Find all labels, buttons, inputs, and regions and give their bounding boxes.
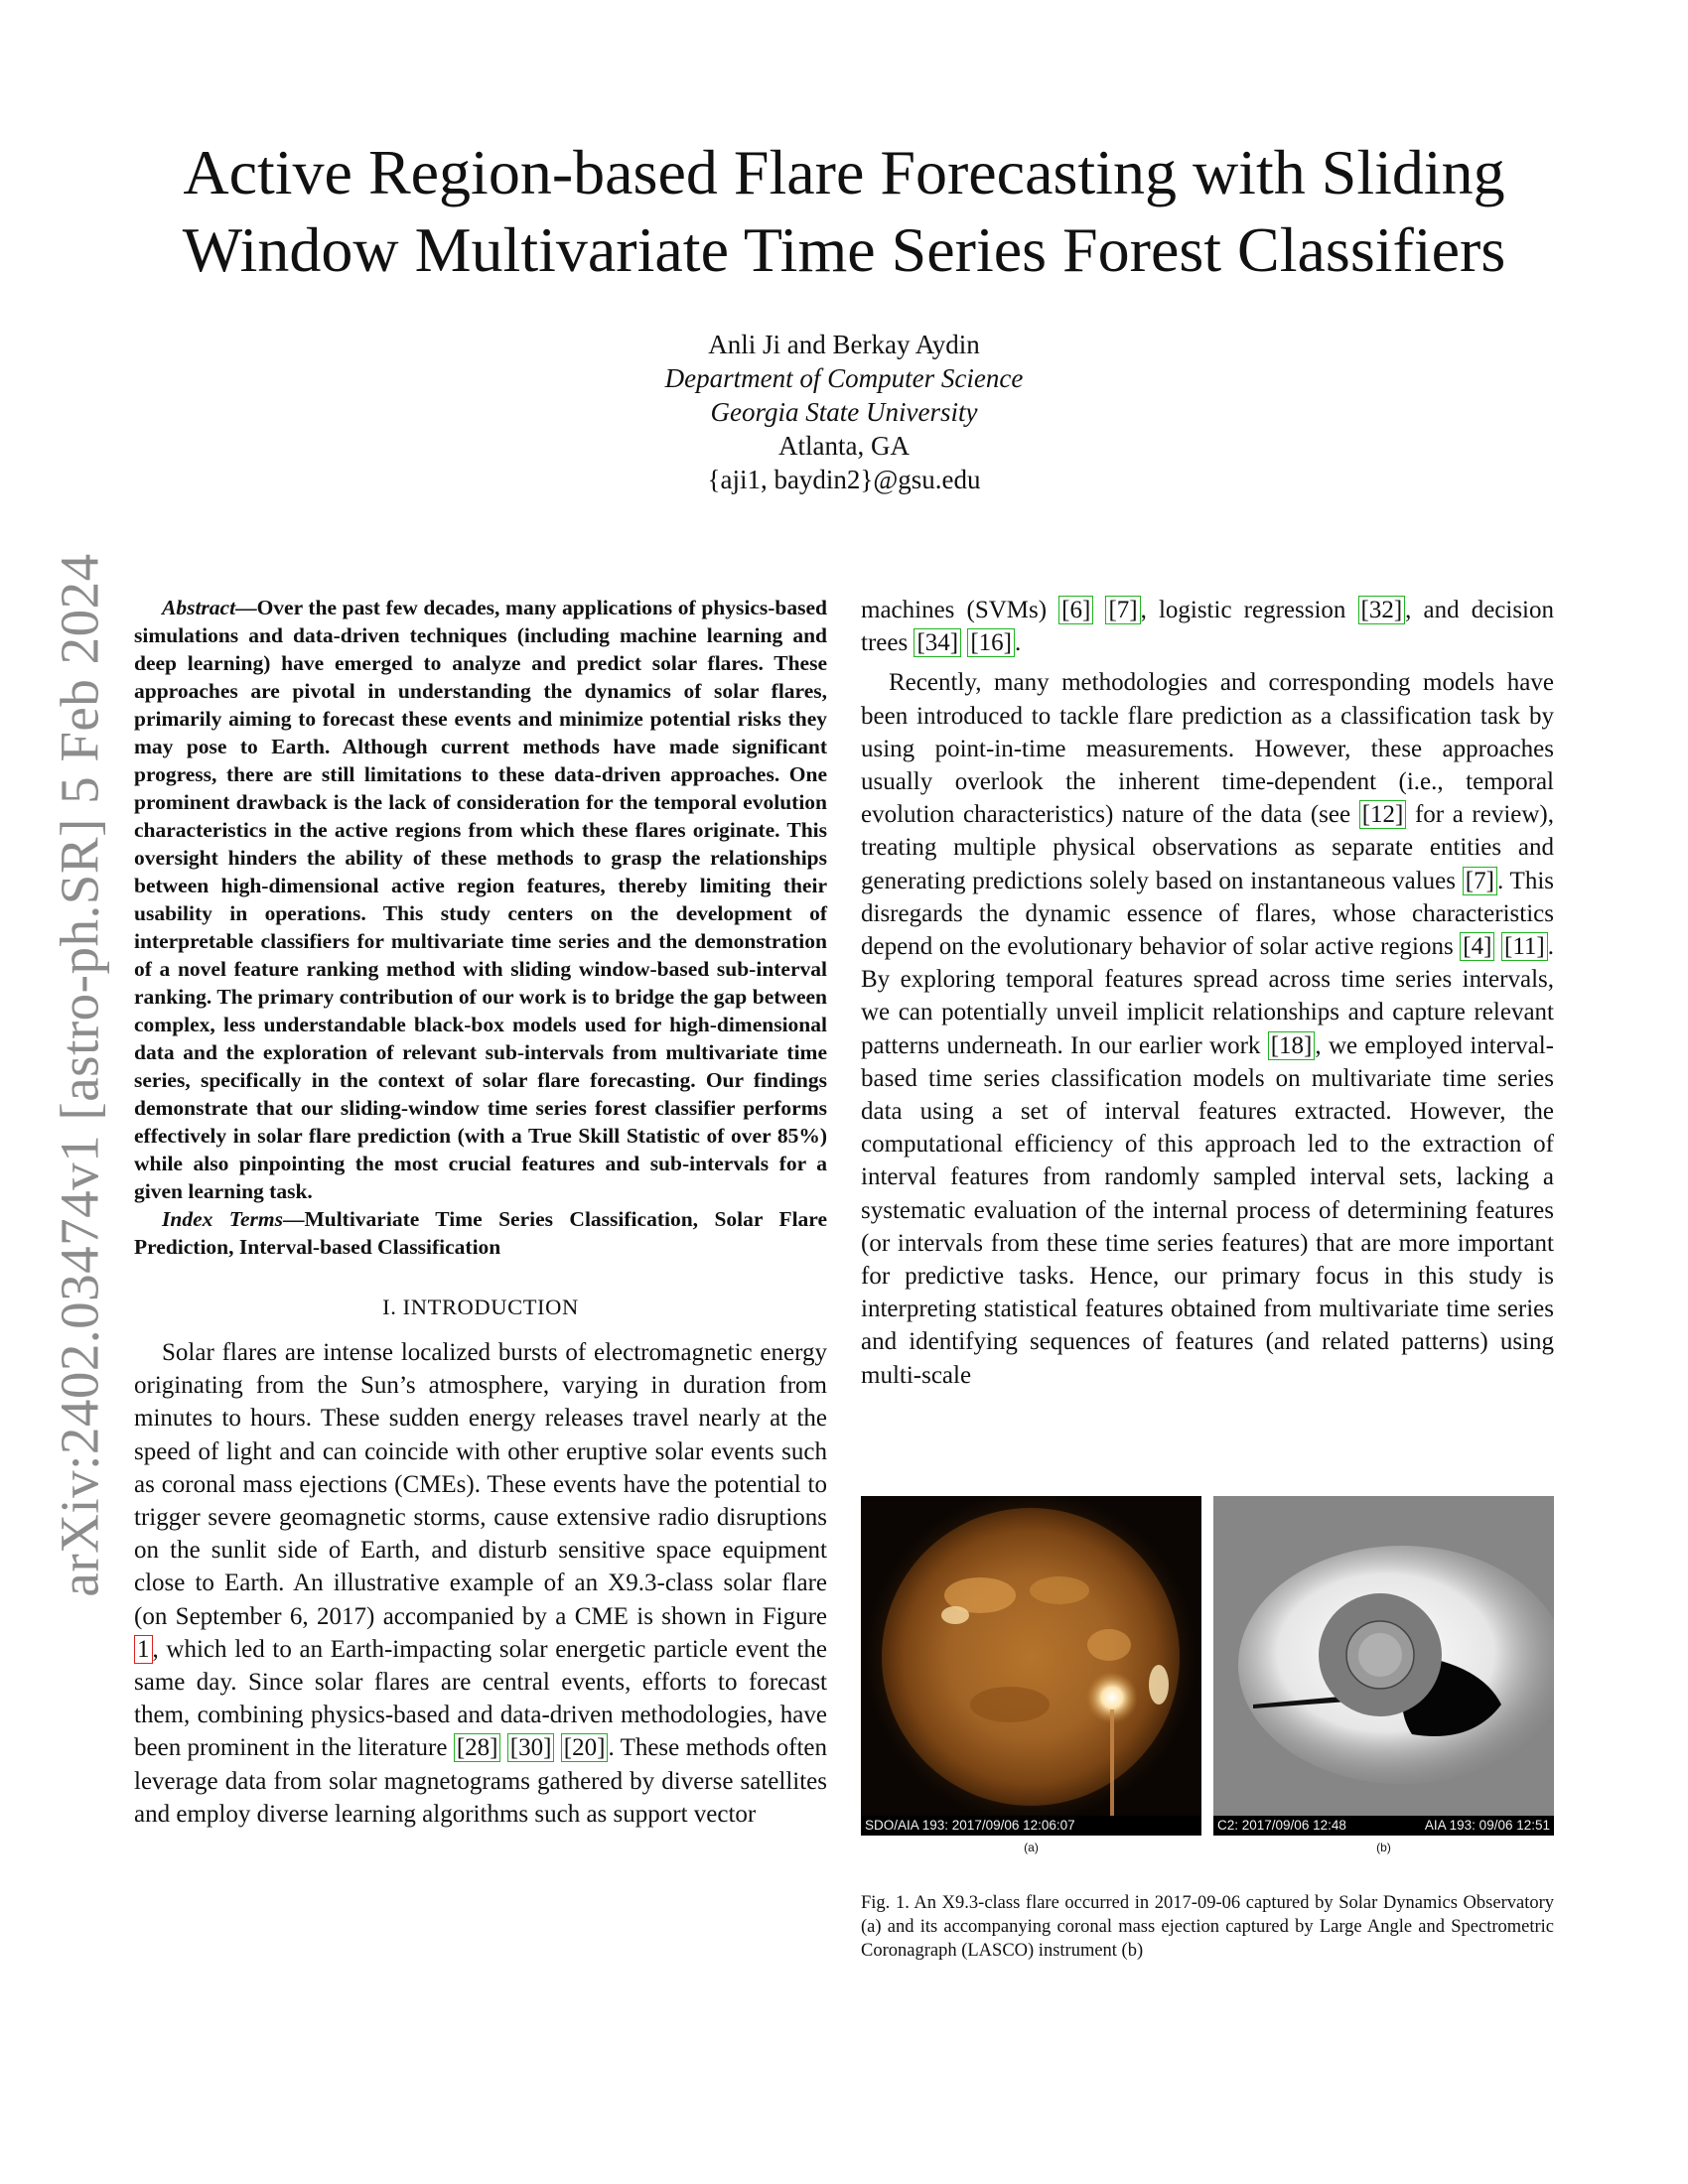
left-column bbox=[134, 594, 827, 1831]
index-terms bbox=[134, 1205, 827, 1261]
citation-link[interactable]: [11] bbox=[1501, 932, 1548, 961]
panel-b-caption-left: C2: 2017/09/06 12:48 bbox=[1217, 1818, 1346, 1833]
citation-link[interactable]: [28] bbox=[454, 1733, 501, 1762]
citation-link[interactable]: [7] bbox=[1105, 596, 1140, 624]
arxiv-id-text: arXiv:2402.03474v1 [astro-ph.SR] 5 Feb 2024 bbox=[49, 553, 110, 1597]
citation-link[interactable]: [20] bbox=[561, 1733, 609, 1762]
arxiv-identifier-stamp bbox=[50, 544, 109, 1606]
title-line-1: Active Region-based Flare Forecasting with Sliding bbox=[183, 137, 1505, 207]
citation-link[interactable]: [6] bbox=[1058, 596, 1093, 624]
figure-1-panel-b-coronagraph-image bbox=[1213, 1496, 1554, 1836]
figure-1-caption: Fig. 1. An X9.3-class flare occurred in 2017-09-06 captured by Solar Dynamics Observatory (a) and its accompanying coronal mass ejection captured by Large Angle and Spectrometric Coronagraph (LASCO) instrument (b) bbox=[861, 1893, 1554, 1961]
citation-link[interactable]: [18] bbox=[1268, 1031, 1316, 1060]
paper-title bbox=[119, 134, 1569, 289]
intro-paragraph-1: Solar flares are intense localized bursts of electromagnetic energy originating from the Sun’s atmosphere, varying in duration from minutes to hours. These sudden energy releases travel nearly at the speed of light and can coincide with other eruptive solar events such as coronal mass ejections (CMEs). These events have the potential to trigger severe geomagnetic storms, cause extensive radio disruptions on the sunlit side of Earth, and disturb sensitive space equipment close to Earth. An illustrative example of an X9.3-class solar flare (on September 6, 2017) accompanied by a CME is shown in Figure 1 , which led to an Earth-impacting solar energetic particle event the same day. Since solar flares are central events, efforts to forecast them, combining physics-based and data-driven methodologies, have been prominent in the literature [28] [30] [20] . These methods often leverage data from solar magnetograms gathered by diverse satellites and employ diverse learning algorithms such as support vector bbox=[134, 1339, 827, 1828]
abstract-text: —Over the past few decades, many applications of physics-based simulations and data-driven techniques (including machine learning and deep learning) have emerged to analyze and predict solar flares. These approaches are pivotal in understanding the dynamics of solar flares, primarily aiming to forecast these events and minimize potential risks they may pose to Earth. Although current methods have made significant progress, there are still limitations to these data-driven approaches. One prominent drawback is the lack of consideration for the temporal evolution characteristics in the active regions from which these flares originate. This oversight hinders the ability of these methods to grasp the relationships between high-dimensional active region features, thereby limiting their usability in operations. This study centers on the development of interpretable classifiers for multivariate time series and the demonstration of a novel feature ranking method with sliding window-based sub-interval ranking. The primary contribution of our work is to bridge the gap between complex, less understandable black-box models used for high-dimensional data and the exploration of relevant sub-intervals from multivariate time series, specifically in the context of solar flare forecasting. Our findings demonstrate that our sliding-window time series forest classifier performs effectively in solar flare prediction (with a True Skill Statistic of over 85%) while also pinpointing the most crucial features and sub-intervals for a given learning task. bbox=[134, 596, 827, 1203]
citation-link[interactable]: [30] bbox=[507, 1733, 555, 1762]
solar-disk-image bbox=[861, 1496, 1201, 1836]
citation-link[interactable]: [34] bbox=[914, 628, 961, 657]
panel-b-caption-right: AIA 193: 09/06 12:51 bbox=[1424, 1818, 1550, 1833]
panel-a-caption: SDO/AIA 193: 2017/09/06 12:06:07 bbox=[861, 1816, 1201, 1836]
index-terms-text: —Multivariate Time Series Classification, Solar Flare Prediction, Interval-based Classification bbox=[134, 1207, 828, 1259]
citation-link[interactable]: [32] bbox=[1358, 596, 1406, 624]
author-location: Atlanta, GA bbox=[778, 431, 910, 461]
figure-reference-link[interactable]: 1 bbox=[134, 1635, 153, 1664]
right-column bbox=[861, 594, 1554, 1392]
intro-paragraph-2: Recently, many methodologies and corresponding models have been introduced to tackle flare prediction as a classification task by using point-in-time measurements. However, these approaches usually overlook the inherent time-dependent (i.e., temporal evolution characteristics) nature of the data (see [12] for a review), treating multiple physical observations as separate entities and generating predictions solely based on instantaneous values [7] . This disregards the dynamic essence of flares, whose characteristics depend on the evolutionary behavior of solar active regions [4] [11] . By exploring temporal features spread across time series intervals, we can potentially unveil implicit relationships and capture relevant patterns underneath. In our earlier work [18] , we employed interval-based time series classification models on multivariate time series data using a set of interval features extracted. However, the computational efficiency of this approach led to the extraction of interval features from randomly sampled interval sets, lacking a systematic evaluation of the internal process of determining features (or intervals from these time series features) that are more important for predictive tasks. Hence, our primary focus in this study is interpreting statistical features obtained from multivariate time series and identifying sequences of features (and related patterns) using multi-scale bbox=[861, 669, 1554, 1389]
figure-1-panel-a-sun-image bbox=[861, 1496, 1201, 1836]
author-names: Anli Ji and Berkay Aydin bbox=[708, 330, 980, 359]
coronagraph-image bbox=[1213, 1496, 1554, 1836]
author-university: Georgia State University bbox=[710, 397, 978, 427]
intro-paragraph-1-continued: machines (SVMs) [6] [7] , logistic regression [32] , and decision trees [34] [16] . bbox=[861, 597, 1555, 657]
citation-link[interactable]: [7] bbox=[1463, 867, 1497, 895]
citation-link[interactable]: [16] bbox=[967, 628, 1015, 657]
figure-sublabel-a: (a) bbox=[1024, 1841, 1039, 1854]
title-line-2: Window Multivariate Time Series Forest Classifiers bbox=[182, 214, 1506, 285]
citation-link[interactable]: [4] bbox=[1460, 932, 1494, 961]
index-terms-lead: Index Terms bbox=[162, 1207, 283, 1231]
author-email: {aji1, baydin2}@gsu.edu bbox=[707, 465, 981, 494]
abstract-lead: Abstract bbox=[162, 596, 236, 619]
panel-b-caption bbox=[1213, 1816, 1554, 1836]
section-heading-introduction: I. INTRODUCTION bbox=[382, 1295, 579, 1319]
citation-link[interactable]: [12] bbox=[1359, 800, 1407, 829]
abstract bbox=[134, 594, 827, 1205]
author-block bbox=[397, 328, 1291, 496]
figure-sublabel-b: (b) bbox=[1376, 1841, 1391, 1854]
author-department: Department of Computer Science bbox=[664, 363, 1024, 393]
